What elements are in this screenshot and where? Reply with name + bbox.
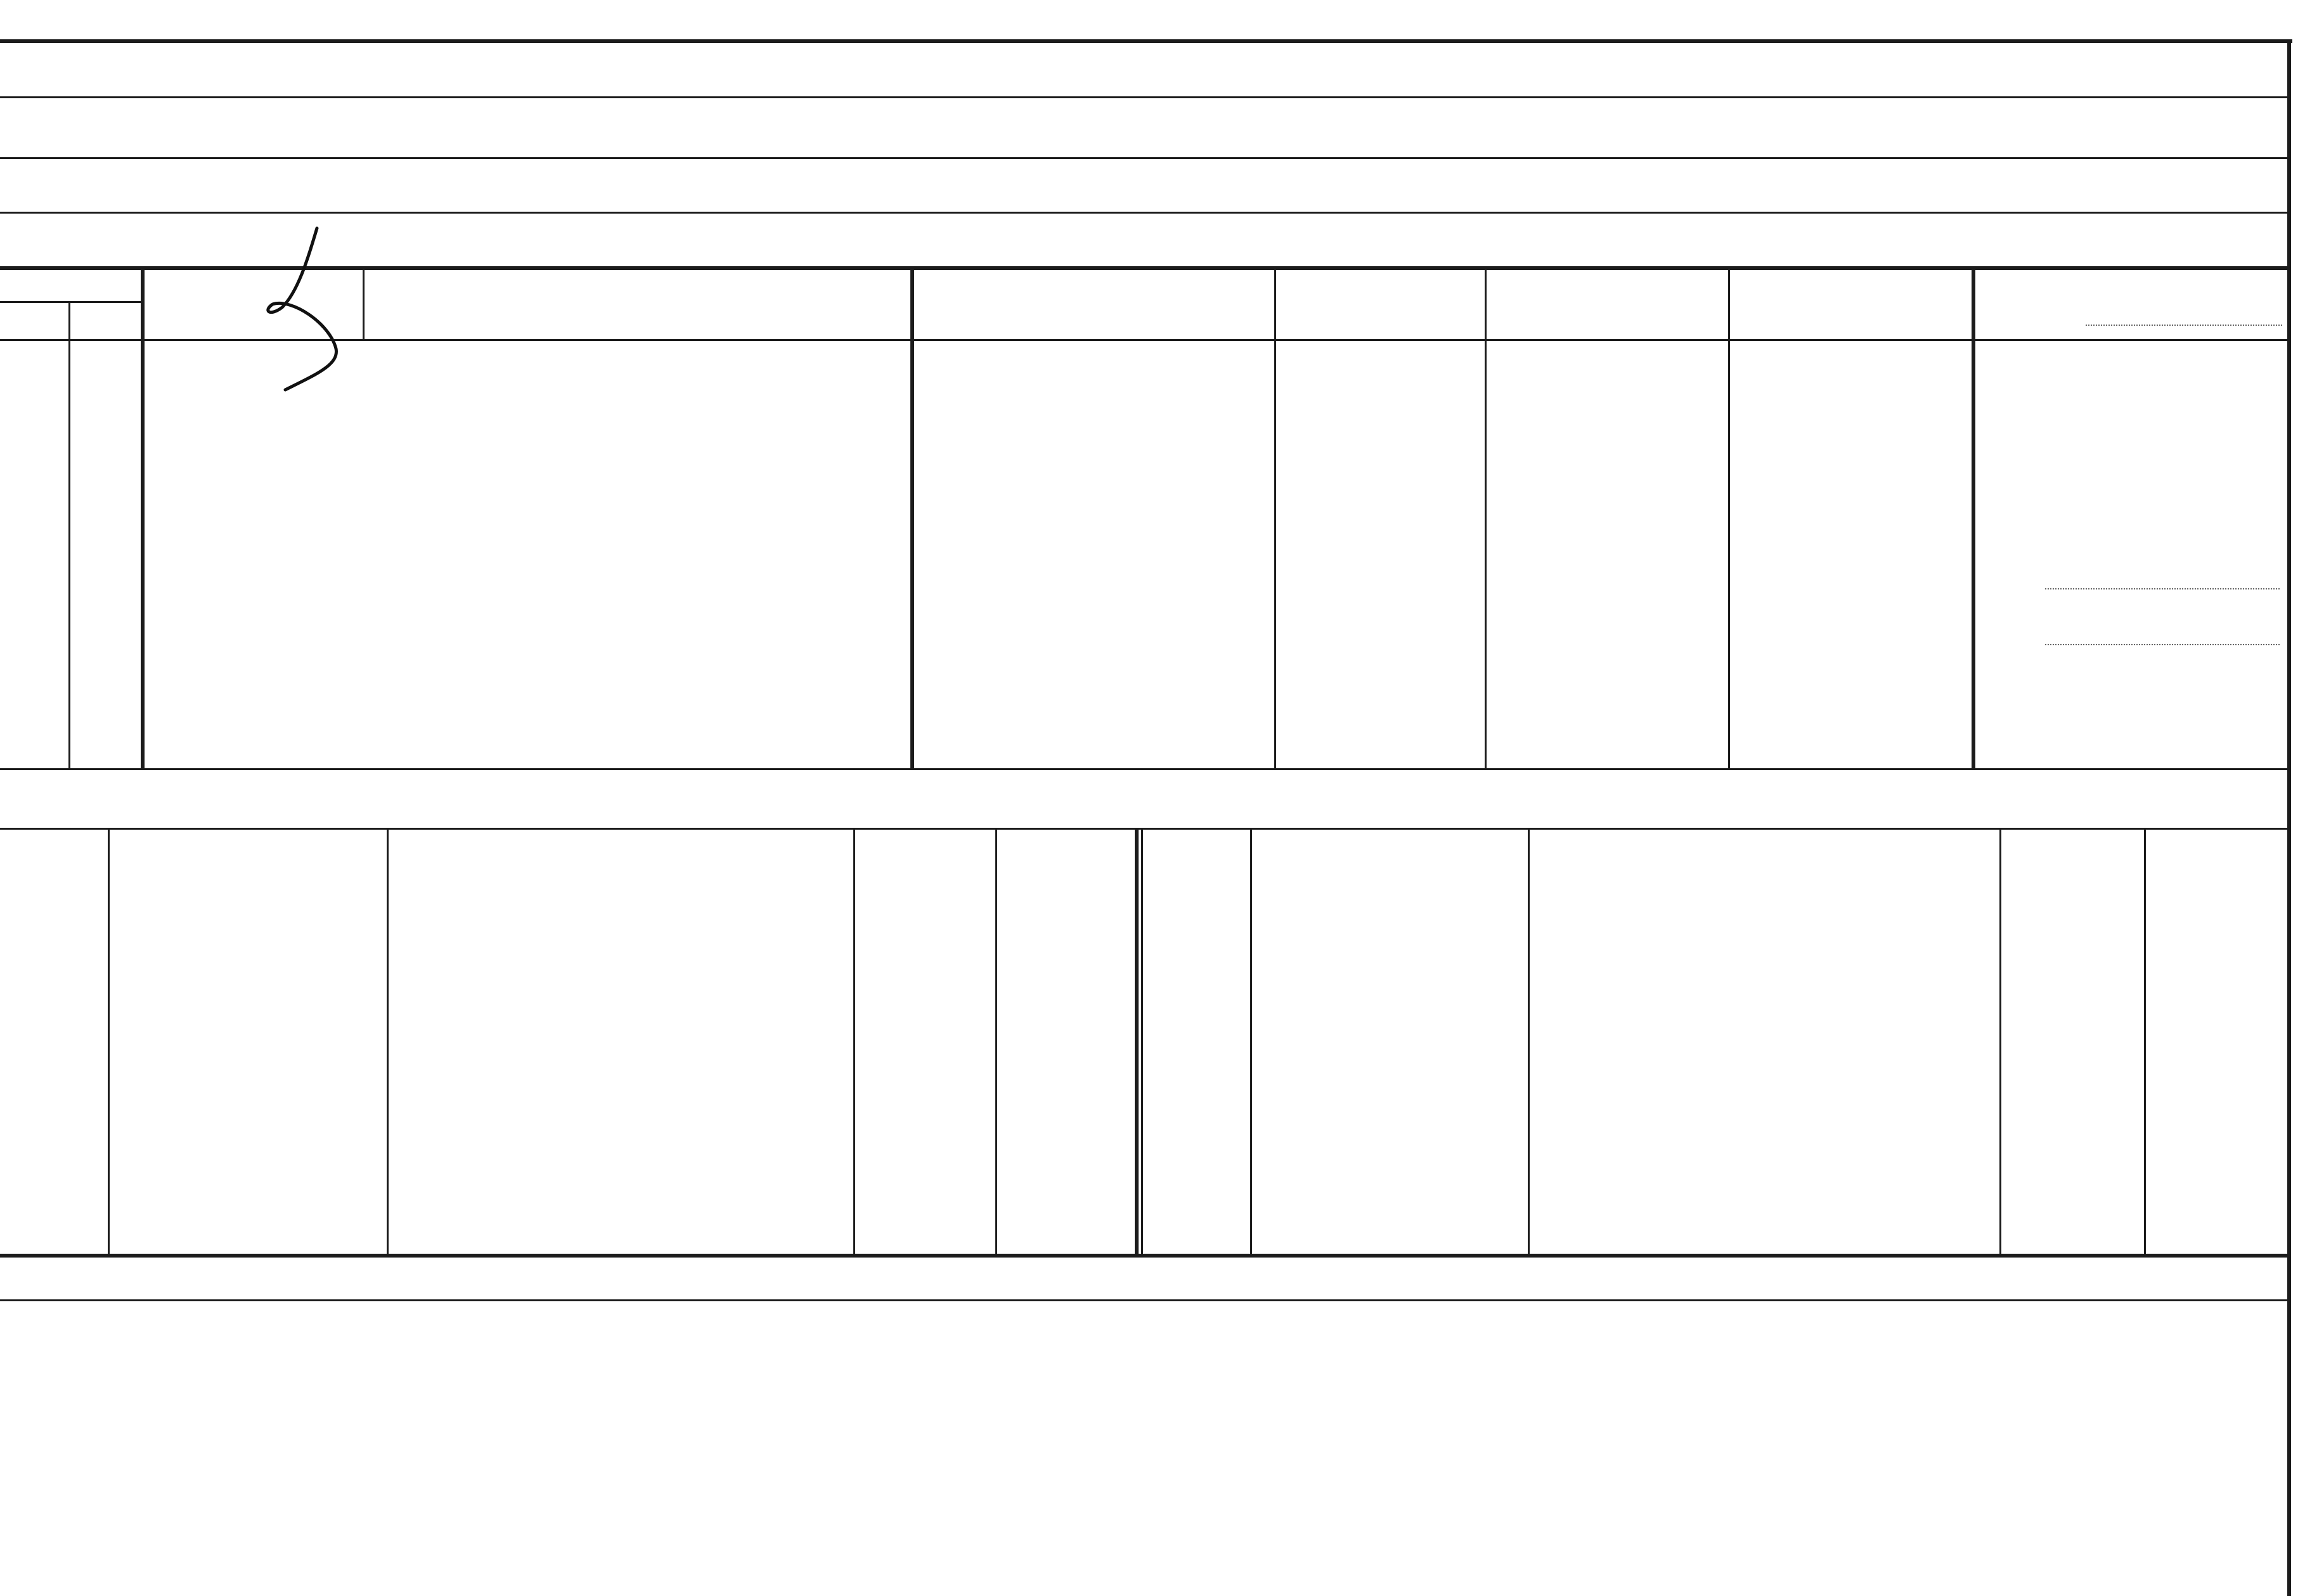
col-line-vorig xyxy=(363,266,365,341)
col-line-bs xyxy=(910,266,914,770)
pens-dotted xyxy=(2045,644,2280,645)
frame-top-line xyxy=(0,39,2292,43)
col-line-militie xyxy=(1972,266,1975,770)
mut-col-3 xyxy=(853,828,855,1256)
col-line-verdieping xyxy=(141,266,145,770)
mut-col-7 xyxy=(1250,828,1252,1256)
mut-col-10 xyxy=(2144,828,2146,1256)
mutations-top-line xyxy=(0,828,2290,830)
inschr-dotted xyxy=(2086,325,2282,326)
col-line-nat xyxy=(1274,266,1276,770)
mutations-bottom-line xyxy=(0,1254,2290,1258)
remarks-top-line xyxy=(0,1299,2290,1301)
mut-col-4 xyxy=(995,828,997,1256)
frame-right-line xyxy=(2287,39,2291,1596)
top-row-line-1 xyxy=(0,96,2290,98)
mut-col-6 xyxy=(1141,828,1143,1256)
mut-col-1 xyxy=(108,828,110,1256)
signature-mark xyxy=(247,222,361,399)
col-line-id xyxy=(1728,266,1730,770)
mut-col-9 xyxy=(1999,828,2001,1256)
col-line-ber xyxy=(1485,266,1487,770)
header-divider-left xyxy=(0,301,141,303)
mut-col-2 xyxy=(387,828,389,1256)
top-row-line-3 xyxy=(0,212,2290,214)
mut-col-5 xyxy=(1135,828,1139,1256)
top-row-line-2 xyxy=(0,157,2290,159)
mut-col-8 xyxy=(1528,828,1530,1256)
sr-dotted xyxy=(2045,588,2280,589)
legend-top-line xyxy=(0,768,2290,770)
col-line-l-r xyxy=(68,301,70,770)
